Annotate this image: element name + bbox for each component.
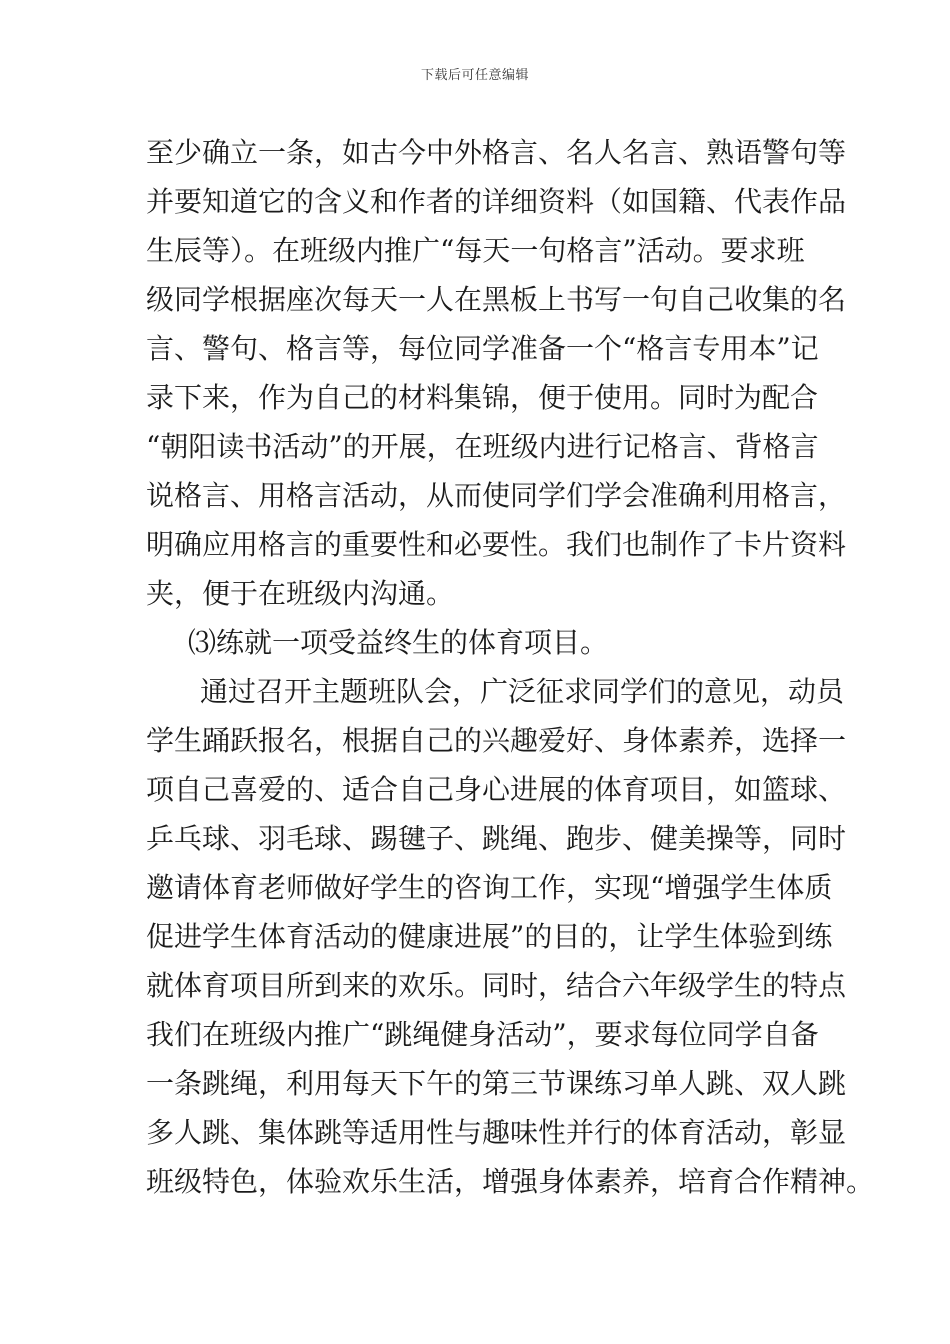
text-line: 并要知道它的含义和作者的详细资料（如国籍、代表作品	[146, 185, 847, 218]
text-line: 我们在班级内推广“跳绳健身活动”，要求每位同学自备	[146, 1018, 819, 1051]
text-line: 乒乓球、羽毛球、踢毽子、跳绳、跑步、健美操等，同时	[146, 822, 847, 855]
text-line: 明确应用格言的重要性和必要性。我们也制作了卡片资料	[146, 528, 847, 561]
paragraph-first-line: 通过召开主题班队会，广泛征求同学们的意见，动员	[200, 675, 845, 708]
text-line: 至少确立一条，如古今中外格言、名人名言、熟语警句等	[146, 136, 847, 169]
text-line: 就体育项目所到来的欢乐。同时，结合六年级学生的特点	[146, 969, 847, 1002]
text-line: 一条跳绳，利用每天下午的第三节课练习单人跳、双人跳	[146, 1067, 847, 1100]
text-line: 级同学根据座次每天一人在黑板上书写一句自己收集的名	[146, 283, 847, 316]
text-line: 项自己喜爱的、适合自己身心进展的体育项目，如篮球、	[146, 773, 847, 806]
text-line: 促进学生体育活动的健康进展”的目的，让学生体验到练	[146, 920, 833, 953]
text-line: 言、警句、格言等，每位同学准备一个“格言专用本”记	[146, 332, 819, 365]
text-line: 多人跳、集体跳等适用性与趣味性并行的体育活动，彰显	[146, 1116, 847, 1149]
text-line: 邀请体育老师做好学生的咨询工作，实现“增强学生体质	[146, 871, 833, 904]
text-line: 说格言、用格言活动，从而使同学们学会准确利用格言，	[146, 479, 847, 512]
page-header: 下载后可任意编辑	[420, 68, 529, 83]
text-line: 夹，便于在班级内沟通。	[146, 577, 455, 610]
text-line: 生辰等）。在班级内推广“每天一句格言”活动。要求班	[146, 234, 805, 267]
text-line: 录下来，作为自己的材料集锦，便于使用。同时为配合	[146, 381, 819, 414]
text-line: “朝阳读书活动”的开展，在班级内进行记格言、背格言	[146, 430, 819, 463]
section-heading: ⑶练就一项受益终生的体育项目。	[188, 626, 609, 659]
text-line: 学生踊跃报名，根据自己的兴趣爱好、身体素养，选择一	[146, 724, 847, 757]
text-line: 班级特色，体验欢乐生活，增强身体素养，培育合作精神。	[146, 1165, 875, 1198]
